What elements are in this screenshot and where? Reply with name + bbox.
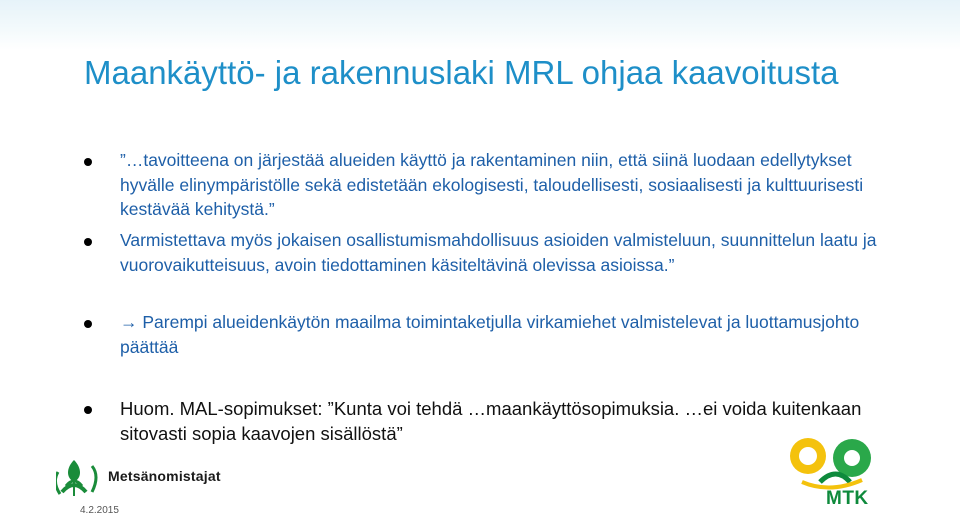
bullet-dot-icon [84,320,92,328]
bullet-text-2: Varmistettava myös jokaisen osallistumismahdollisuus asioiden valmisteluun, suunnittelun laatu ja vuorovaikutteisuus, avoin tiedottaminen käsiteltävinä olevissa asioissa.” [120,230,877,275]
bullet-dot-icon [84,406,92,414]
arrow-right-icon: → [120,312,138,332]
slide-title: Maankäyttö- ja rakennuslaki MRL ohjaa kaavoitusta [84,54,839,91]
bullet-text-4: Huom. MAL-sopimukset: ”Kunta voi tehdä …maankäyttösopimuksia. …ei voida kuitenkaan sitovasti sopia kaavojen sisällöstä” [120,398,862,444]
slide-date: 4.2.2015 [80,505,119,516]
metsanomistajat-logo-text: Metsänomistajat [108,468,221,484]
bullet-dot-icon [84,158,92,166]
header-band [0,0,960,50]
bullet-text-3-content: Parempi alueidenkäytön maailma toimintaketjulla virkamiehet valmistelevat ja luottamusjohto päättää [120,312,860,357]
bullet-text-1: ”…tavoitteena on järjestää alueiden käyttö ja rakentaminen niin, että siinä luodaan edellytykset hyvälle elinympäristölle sekä edistetään ekologisesti, taloudellisesti, sosiaalisesti ja kulttuurisesti kestävää kehitystä.” [120,150,864,219]
bullet-text-3 [120,310,900,359]
mtk-logo-text: MTK [826,488,869,509]
bullet-dot-icon [84,238,92,246]
